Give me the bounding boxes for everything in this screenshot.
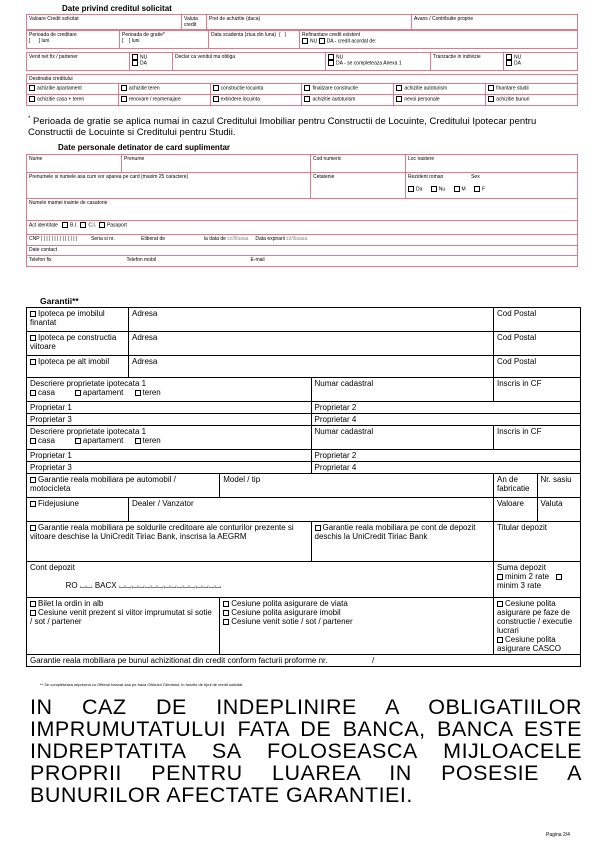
- deposit-account-field[interactable]: Cont depozit RO ⌴⌴ BACX ⌴⌴⌴⌴⌴⌴⌴⌴⌴⌴⌴⌴⌴⌴⌴⌴: [27, 562, 494, 598]
- income-table: [26, 52, 578, 71]
- credit-table: [26, 14, 578, 30]
- address-field[interactable]: Adresa: [129, 356, 494, 378]
- owner-field[interactable]: Proprietar 3: [27, 414, 312, 426]
- credit-value-field[interactable]: Valoare Credit solicitat: [27, 15, 182, 30]
- postal-code-field[interactable]: Cod Postal: [494, 332, 581, 356]
- id-document-field[interactable]: Act identitate B.I. C.I. Pasaport: [27, 221, 578, 235]
- vehicle-guarantee-option[interactable]: Garantie reala mobiliara pe automobil / motocicleta: [27, 474, 220, 498]
- postal-code-field[interactable]: Cod Postal: [494, 356, 581, 378]
- net-income-label: Venit net fix / partener: [27, 53, 130, 71]
- income-yes-checkbox[interactable]: [132, 60, 138, 66]
- deposit-holder-field[interactable]: Titular depozit: [494, 522, 581, 562]
- property-description-field[interactable]: Descriere proprietate ipotecata 1 casa apartament teren: [27, 378, 312, 402]
- joint-yes-checkbox[interactable]: [506, 60, 512, 66]
- owner-field[interactable]: Proprietar 3: [27, 462, 312, 474]
- advance-field[interactable]: Avans / Contributie proprie: [412, 15, 578, 30]
- property-description-field[interactable]: Descriere proprietate ipotecata 1 casa apartament teren: [27, 426, 312, 450]
- income-declaration-options[interactable]: NU DA - se completeaza Anexa 1: [326, 53, 431, 71]
- destination-option[interactable]: achizitie casa + teren: [27, 95, 119, 106]
- deposit-amount-field[interactable]: Suma depozit minim 2 rate minim 3 rate: [494, 562, 581, 598]
- destination-label: Destinatia creditului: [27, 75, 578, 84]
- section-card-title: Date personale detinator de card suplimentar: [58, 143, 231, 152]
- owner-field[interactable]: Proprietar 2: [311, 402, 581, 414]
- sex-m-checkbox[interactable]: [454, 186, 460, 192]
- destination-table: [26, 74, 578, 106]
- grace-period-note: * Perioada de gratie se aplica numai in cazul Creditului Imobiliar pentru Constructii de Locuinte, Creditului Ipotecar pentru Constructii de Locuinte si Creditului pentru Studii.: [28, 116, 537, 139]
- card-holder-table: [26, 154, 578, 267]
- guarantees-title: Garantii**: [40, 296, 79, 306]
- credit-period-field[interactable]: Perioada de creditare [ ] luni: [27, 31, 120, 49]
- cnp-row[interactable]: CNP | | | | | | | | | | | | | | Seria si nr. Eliberat de la data de zz/ll/aaaa Data expirarii zz/ll/aaaa: [27, 235, 578, 246]
- first-name-field[interactable]: Nume: [27, 155, 122, 173]
- purchase-price-field[interactable]: Pret de achizitie (daca): [207, 15, 412, 30]
- card-name-field[interactable]: Prenumele si numele asa cum vor aparea pe card (maxim 25 caractere): [27, 173, 311, 199]
- deposit-guarantee-option[interactable]: Garantie reala mobiliara pe cont de depozit deschis la UniCredit Tiriac Bank: [311, 522, 494, 562]
- joint-transaction-options[interactable]: NU DA: [504, 53, 578, 71]
- credit-currency-field[interactable]: Valuta credit: [182, 15, 207, 30]
- mortgage-construction-option[interactable]: Ipoteca pe constructia viitoare: [27, 332, 129, 356]
- destination-option[interactable]: achizitie bunuri: [486, 95, 578, 106]
- section-credit-title: Date privind creditul solicitat: [62, 4, 172, 13]
- value-field[interactable]: Valoare: [494, 498, 538, 522]
- postal-code-field[interactable]: Cod Postal: [494, 308, 581, 332]
- joint-no-checkbox[interactable]: [506, 54, 512, 60]
- destination-option[interactable]: renovare / reamenajare: [118, 95, 210, 106]
- assignment-middle[interactable]: Cesiune polita asigurare de viata Cesiune polita asigurare imobil Cesiune venit sotie / sot / partener: [220, 598, 494, 655]
- destination-option[interactable]: achizitie autoturism: [394, 84, 486, 95]
- resident-yes-checkbox[interactable]: [408, 186, 414, 192]
- surety-option[interactable]: Fidejusiune: [27, 498, 129, 522]
- destination-option[interactable]: constructie locuinta: [210, 84, 302, 95]
- joint-transaction-label: Tranzactie in indivizie: [431, 53, 504, 71]
- page-number: Pagina 2/4: [546, 832, 570, 838]
- cadastral-number-field[interactable]: Numar cadastral: [311, 426, 494, 450]
- credit-period-table: [26, 30, 578, 49]
- owner-field[interactable]: Proprietar 4: [311, 462, 581, 474]
- mother-maiden-name-field[interactable]: Numele mamei inainte de casatorie: [27, 199, 578, 221]
- destination-option[interactable]: achizitie apartament: [27, 84, 119, 95]
- manufacture-year-field[interactable]: An de fabricatie: [494, 474, 538, 498]
- guarantees-table: [26, 307, 581, 667]
- dealer-field[interactable]: Dealer / Vanzator: [129, 498, 494, 522]
- refinance-field[interactable]: Refinantare credit existent NU DA - credit acordat de:: [300, 31, 578, 49]
- income-declaration-label: Declar ca venitul ma obliga: [173, 53, 326, 71]
- resident-sex-field[interactable]: Rezident roman Sex Da Nu M F: [406, 173, 578, 199]
- owner-field[interactable]: Proprietar 1: [27, 402, 312, 414]
- citizenship-field[interactable]: Cetatenie: [311, 173, 406, 199]
- destination-option[interactable]: achizitie teren: [118, 84, 210, 95]
- assignment-right[interactable]: Cesiune polita asigurare pe faze de constructie / executie lucrari Cesiune polita asigurare CASCO: [494, 598, 581, 655]
- land-register-field[interactable]: Inscris in CF: [494, 426, 581, 450]
- refinance-no-checkbox[interactable]: [302, 38, 308, 44]
- due-date-field[interactable]: Data scadenta (ziua din luna) ( ): [209, 31, 300, 49]
- owner-field[interactable]: Proprietar 4: [311, 414, 581, 426]
- cadastral-number-field[interactable]: Numar cadastral: [311, 378, 494, 402]
- destination-option[interactable]: achizitie autoturism: [302, 95, 394, 106]
- net-income-options[interactable]: NU DA: [130, 53, 173, 71]
- refinance-yes-checkbox[interactable]: [319, 38, 325, 44]
- contact-label: Date contact: [27, 246, 578, 256]
- guarantees-footnote: ** Se completeaza impreuna cu Ofiterul bancar sau pe baza Oficiului Clientului, in functie de tipul de credit solicitat: [40, 682, 243, 687]
- mortgage-financed-option[interactable]: Ipoteca pe imobilul finantat: [27, 308, 129, 332]
- destination-option[interactable]: finantare studii: [486, 84, 578, 95]
- destination-option[interactable]: nevoi personale: [394, 95, 486, 106]
- owner-field[interactable]: Proprietar 1: [27, 450, 312, 462]
- min2-checkbox: [497, 574, 503, 580]
- income-no-checkbox[interactable]: [132, 54, 138, 60]
- contact-row[interactable]: Telefon fix Telefon mobil E-mail: [27, 256, 578, 267]
- chassis-number-field[interactable]: Nr. sasiu: [537, 474, 581, 498]
- numeric-code-field[interactable]: Cod numeric: [311, 155, 406, 173]
- repossession-warning: IN CAZ DE INDEPLINIRE A OBLIGATIILOR IMPRUMUTATULUI FATA DE BANCA, BANCA ESTE INDREPTATITA SA FOLOSEASCA MIJLOACELE PROPRII PENTRU LUAREA IN POSESIE A BUNURILOR AFECTATE GARANTIEI.: [30, 695, 582, 807]
- resident-no-checkbox[interactable]: [431, 186, 437, 192]
- account-balance-guarantee-option[interactable]: Garantie reala mobiliara pe soldurile creditoare ale conturilor prezente si viitoare deschise la UniCredit Tiriac Bank, inscrisa la AEGRM: [27, 522, 312, 562]
- birthplace-field[interactable]: Loc nastere: [406, 155, 578, 173]
- address-field[interactable]: Adresa: [129, 332, 494, 356]
- destination-option[interactable]: extindere locuinta: [210, 95, 302, 106]
- owner-field[interactable]: Proprietar 2: [311, 450, 581, 462]
- surname-field[interactable]: Prenume: [122, 155, 311, 173]
- land-register-field[interactable]: Inscris in CF: [494, 378, 581, 402]
- grace-period-field[interactable]: Perioada de gratie* [ ] luni: [120, 31, 209, 49]
- vehicle-model-field[interactable]: Model / tip: [220, 474, 494, 498]
- purchased-goods-guarantee[interactable]: Garantie reala mobiliara pe bunul achizitionat din credit conform facturii proforme nr. /: [27, 655, 581, 667]
- min3-checkbox: [556, 574, 562, 580]
- mortgage-other-option[interactable]: Ipoteca pe alt imobil: [27, 356, 129, 378]
- declaration-yes-checkbox[interactable]: [328, 60, 334, 66]
- address-field[interactable]: Adresa: [129, 308, 494, 332]
- assignment-left[interactable]: Bilet la ordin in alb Cesiune venit prezent si viitor imprumutat si sotie / sot / partener: [27, 598, 220, 655]
- declaration-no-checkbox[interactable]: [328, 54, 334, 60]
- currency-field[interactable]: Valuta: [537, 498, 581, 522]
- destination-option[interactable]: finalizare constructie: [302, 84, 394, 95]
- sex-f-checkbox[interactable]: [474, 186, 480, 192]
